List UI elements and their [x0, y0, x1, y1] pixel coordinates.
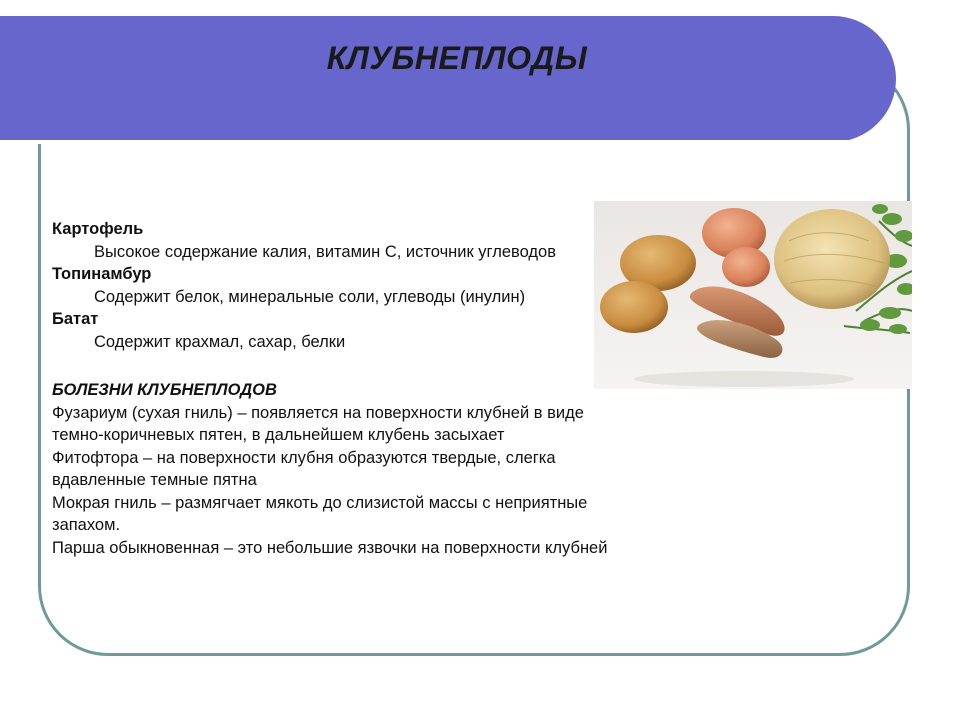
title-banner [0, 16, 896, 142]
disease-item: Фузариум (сухая гниль) – появляется на поверхности клубней в виде темно-коричневых пятен, в дальнейшем клубень засыхает [52, 403, 584, 444]
diseases-section [52, 379, 652, 559]
disease-item: Мокрая гниль – размягчает мякоть до слизистой массы с неприятные запахом. [52, 493, 588, 534]
crop-list [52, 218, 652, 353]
tubers-photo [594, 201, 912, 389]
potato-icon [600, 281, 668, 333]
slide-title: КЛУБНЕПЛОДЫ [326, 40, 588, 76]
disease-item: Фитофтора – на поверхности клубня образуются твердые, слегка вдавленные темные пятна [52, 448, 556, 489]
crop-name: Картофель [52, 220, 144, 238]
title-underline [0, 140, 848, 144]
diseases-heading: БОЛЕЗНИ КЛУБНЕПЛОДОВ [52, 381, 277, 399]
crop-description: Содержит крахмал, сахар, белки [94, 332, 346, 351]
crop-name: Батат [52, 310, 99, 328]
crop-description: Высокое содержание калия, витамин С, источник углеводов [94, 242, 556, 261]
slide-content [52, 218, 652, 559]
crop-name: Топинамбур [52, 265, 152, 283]
crop-description: Содержит белок, минеральные соли, углеводы (инулин) [94, 287, 526, 306]
small-red-potato-icon [722, 247, 770, 287]
disease-item: Парша обыкновенная – это небольшие язвочки на поверхности клубней [52, 538, 608, 557]
